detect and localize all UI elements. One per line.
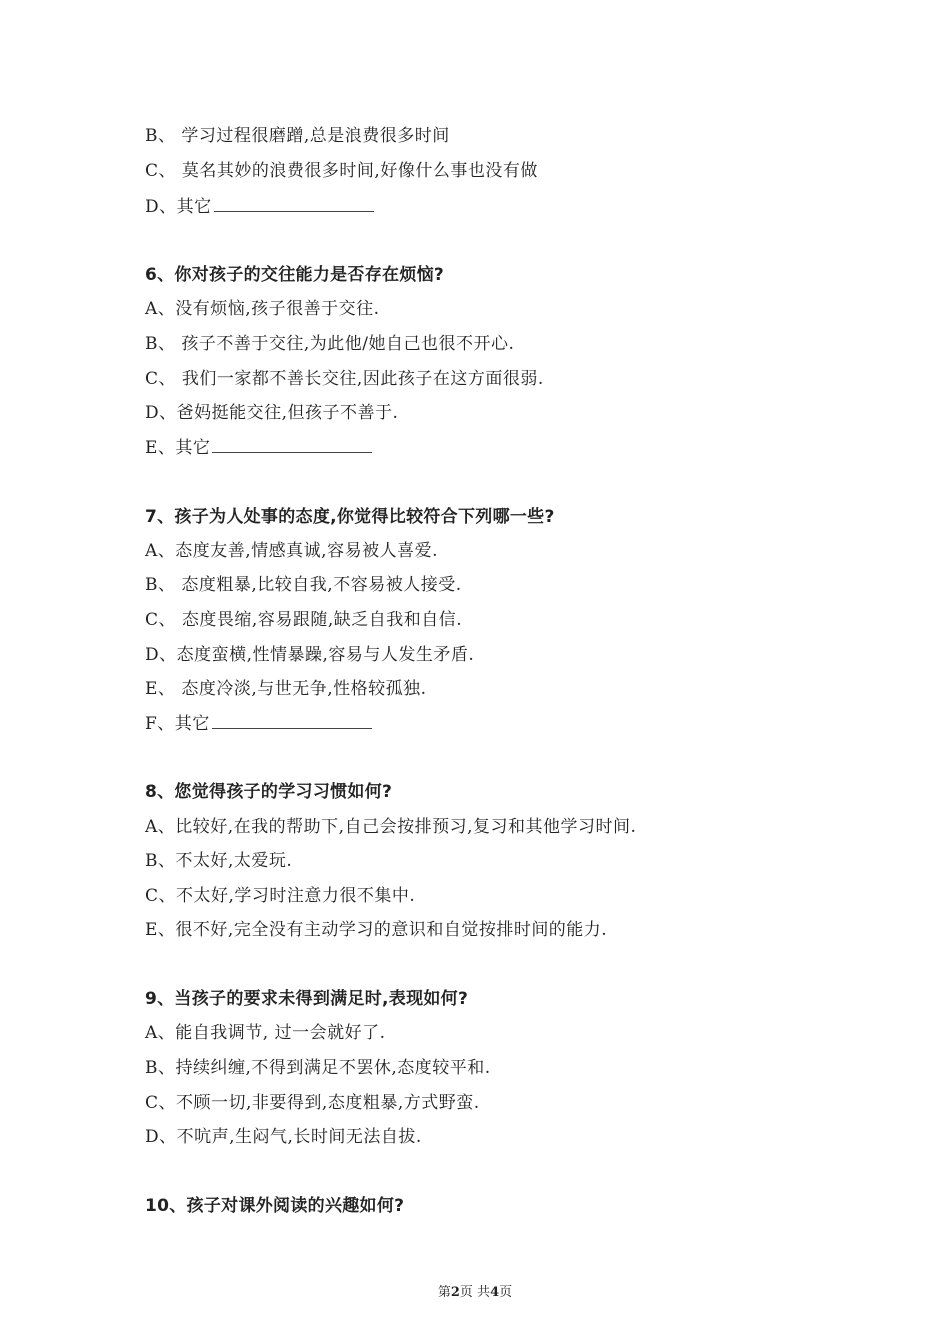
footer-page-number: 2: [450, 1285, 460, 1300]
option-line: E、 态度冷淡,与世无争,性格较孤独.: [145, 679, 427, 699]
question-heading: 10、孩子对课外阅读的兴趣如何?: [145, 1196, 405, 1216]
option-line: F、其它: [145, 712, 372, 735]
footer-middle: 页 共: [459, 1285, 491, 1300]
option-line: E、很不好,完全没有主动学习的意识和自觉按排时间的能力.: [145, 920, 608, 940]
option-line: D、态度蛮横,性情暴躁,容易与人发生矛盾.: [145, 645, 475, 665]
question-heading: 9、当孩子的要求未得到满足时,表现如何?: [145, 989, 469, 1009]
option-line: C、不顾一切,非要得到,态度粗暴,方式野蛮.: [145, 1093, 480, 1113]
option-line: E、其它: [145, 436, 372, 459]
question-heading: 7、孩子为人处事的态度,你觉得比较符合下列哪一些?: [145, 507, 555, 527]
footer-total-pages: 4: [490, 1285, 500, 1300]
option-line: B、 态度粗暴,比较自我,不容易被人接受.: [145, 575, 462, 595]
footer-suffix: 页: [499, 1285, 513, 1300]
option-line: B、不太好,太爱玩.: [145, 851, 293, 871]
question-heading: 8、您觉得孩子的学习习惯如何?: [145, 782, 393, 802]
option-line: A、能自我调节, 过一会就好了.: [145, 1023, 386, 1043]
option-line: B、持续纠缠,不得到满足不罢休,态度较平和.: [145, 1058, 491, 1078]
answer-blank[interactable]: [212, 436, 372, 453]
page-footer: [0, 1281, 950, 1300]
option-line: C、 我们一家都不善长交往,因此孩子在这方面很弱.: [145, 369, 544, 389]
option-line: D、其它: [145, 195, 374, 218]
option-line: B、 孩子不善于交往,为此他/她自己也很不开心.: [145, 334, 515, 354]
option-line: A、比较好,在我的帮助下,自己会按排预习,复习和其他学习时间.: [145, 817, 637, 837]
option-line: D、爸妈挺能交往,但孩子不善于.: [145, 403, 399, 423]
answer-blank[interactable]: [212, 712, 372, 729]
option-line: C、 态度畏缩,容易跟随,缺乏自我和自信.: [145, 610, 463, 630]
option-line: D、不吭声,生闷气,长时间无法自拔.: [145, 1127, 422, 1147]
answer-blank[interactable]: [214, 195, 374, 212]
option-line: C、 莫名其妙的浪费很多时间,好像什么事也没有做: [145, 161, 538, 181]
footer-prefix: 第: [437, 1285, 451, 1300]
option-line: B、 学习过程很磨蹭,总是浪费很多时间: [145, 126, 450, 146]
option-line: A、没有烦恼,孩子很善于交往.: [145, 299, 380, 319]
option-line: A、态度友善,情感真诚,容易被人喜爱.: [145, 541, 438, 561]
question-heading: 6、你对孩子的交往能力是否存在烦恼?: [145, 265, 445, 285]
option-line: C、不太好,学习时注意力很不集中.: [145, 886, 416, 906]
